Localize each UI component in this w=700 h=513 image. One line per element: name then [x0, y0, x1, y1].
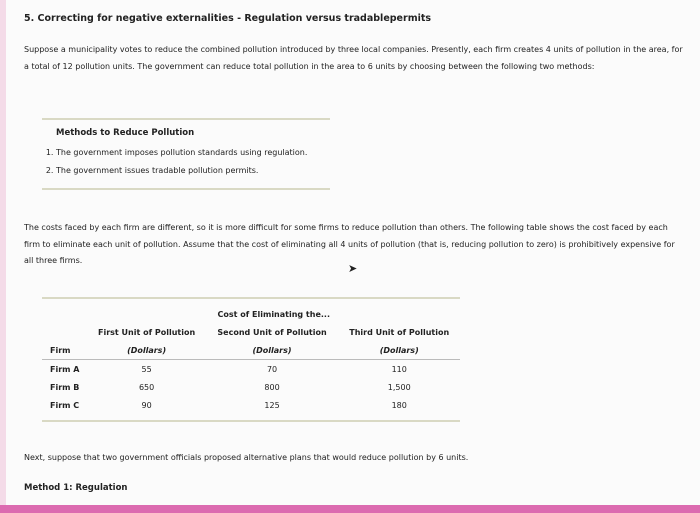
methods-top-rule: [42, 118, 330, 120]
bottom-accent-bar: [0, 505, 700, 513]
table-row: [42, 360, 460, 379]
firm-name: Firm B: [50, 382, 80, 392]
cost-table-container: [42, 297, 460, 422]
cost-value: 180: [391, 400, 407, 410]
methods-bottom-rule: [42, 188, 330, 190]
firm-name: Firm A: [50, 364, 80, 374]
table-bottom-rule: [42, 420, 460, 422]
table-top-rule: [42, 297, 460, 299]
cost-table: [42, 305, 460, 414]
method1-heading: Method 1: Regulation: [24, 483, 128, 493]
costs-paragraph: The costs faced by each firm are different, so it is more difficult for some firms to reduce pollution than others. The following table shows the cost faced by each firm to eliminate each unit of pollution. Assume that the cost of eliminating all 4 units of pollution (that is, reducing pollution to zero) is prohibitively expensive for all three firms.: [24, 223, 675, 265]
next-paragraph: Next, suppose that two government officials proposed alternative plans that would reduce pollution by 6 units.: [24, 453, 469, 462]
methods-list: [42, 144, 330, 180]
firm-name: Firm C: [50, 400, 80, 410]
col-header-first: First Unit of Pollution: [98, 327, 196, 337]
methods-box: [42, 118, 330, 190]
col-header-second: Second Unit of Pollution: [217, 327, 327, 337]
cost-value: 110: [391, 364, 407, 374]
intro-paragraph: Suppose a municipality votes to reduce the combined pollution introduced by three local companies. Presently, each firm creates 4 units of pollution in the area, for a total of 12 pollution units. The government can reduce total pollution in the area to 6 units by choosing between the following two methods:: [24, 45, 683, 71]
cost-value: 650: [138, 382, 155, 392]
left-accent-bar: [0, 0, 6, 513]
col-unit-third: (Dollars): [338, 341, 460, 360]
methods-item-1: 1. The government imposes pollution standards using regulation.: [56, 144, 330, 162]
col-unit-second: (Dollars): [206, 341, 339, 360]
methods-heading: Methods to Reduce Pollution: [56, 128, 195, 138]
cost-value: 125: [264, 400, 280, 410]
group-header: Cost of Eliminating the...: [217, 309, 330, 319]
methods-item-2: 2. The government issues tradable pollution permits.: [56, 162, 330, 180]
cost-value: 70: [266, 364, 278, 374]
cost-value: 800: [264, 382, 280, 392]
col-unit-first: (Dollars): [88, 341, 206, 360]
col-header-third: Third Unit of Pollution: [349, 327, 450, 337]
table-row: [42, 396, 460, 414]
cost-value: 90: [141, 400, 152, 410]
question-title: 5. Correcting for negative externalities - Regulation versus tradablepermits: [24, 13, 432, 24]
cost-value: 1,500: [387, 382, 411, 392]
mouse-pointer-icon: ➤: [348, 262, 358, 275]
table-row: [42, 378, 460, 396]
cost-value: 55: [141, 364, 152, 374]
firm-header: Firm: [42, 341, 88, 360]
